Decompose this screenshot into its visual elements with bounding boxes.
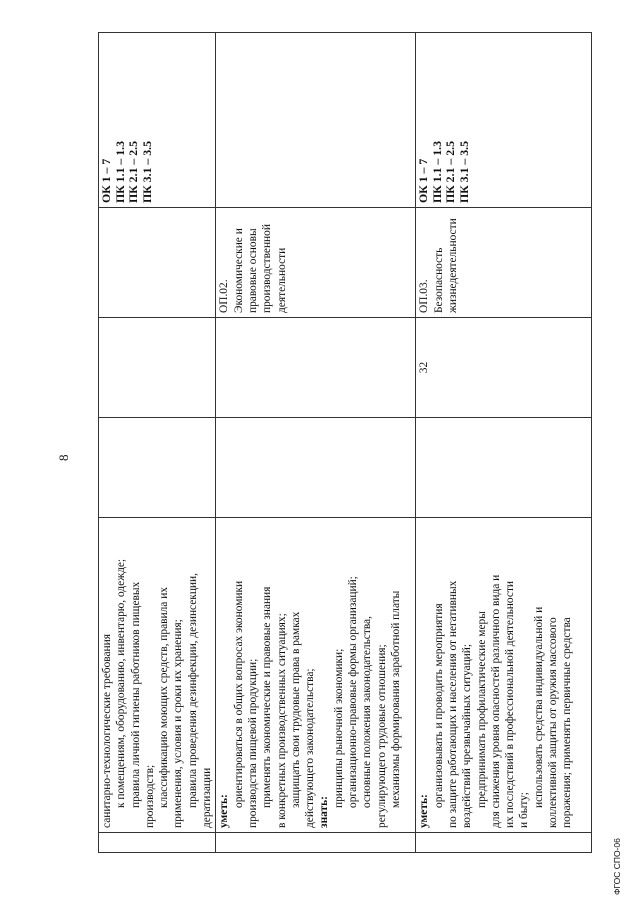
competency-line: ОК 1 – 7 <box>416 158 431 203</box>
competencies-cell <box>99 33 216 208</box>
content-line: защищать свои трудовые права в рамках <box>289 611 302 808</box>
competencies-cell <box>216 33 416 208</box>
competency-line: ПК 1.1 – 1.3 <box>429 141 444 203</box>
competency-line: ПК 3.1 – 3.5 <box>139 141 154 203</box>
content-line: принципы рыночной экономики; <box>332 648 345 808</box>
blank-cell <box>99 418 216 518</box>
content-line: коллективной защиты от оружия массового <box>547 617 560 828</box>
content-line: применять экономические и правовые знания <box>261 586 274 808</box>
content-line: регулирующего трудовые отношения; <box>375 644 388 828</box>
content-line: применения, условия и сроки их хранения; <box>172 619 185 828</box>
hours-cell <box>216 318 416 418</box>
hours-cell <box>99 318 216 418</box>
competency-line: ПК 1.1 – 1.3 <box>112 141 127 203</box>
content-line: классификацию моющих средств, правила их <box>158 586 171 808</box>
discipline-code-cell: ОП.02. Экономические и правовые основы производственной деятельности <box>216 208 416 318</box>
index-cell <box>416 833 592 853</box>
table-row <box>416 33 592 853</box>
content-line: и быту; <box>518 792 531 828</box>
footer-label: ФГОС СПО-06 <box>612 838 622 895</box>
content-line: уметь: <box>418 794 431 828</box>
index-cell <box>99 833 216 853</box>
index-cell <box>216 833 416 853</box>
competencies-cell <box>416 33 592 208</box>
content-line: механизмы формирования заработной платы <box>389 590 402 808</box>
content-line: ориентироваться в общих вопросах экономики <box>232 580 245 808</box>
content-line: уметь: <box>218 794 231 828</box>
content-line: использовать средства индивидуальной и <box>532 606 545 808</box>
content-line: в конкретных производственных ситуациях; <box>275 613 288 828</box>
content-line: действующего законодательства; <box>304 668 317 828</box>
competency-line: ПК 3.1 – 3.5 <box>456 141 471 203</box>
content-line: организационно-правовые формы организаций; <box>347 576 360 808</box>
content-line: к помещениям, оборудованию, инвентарю, одежде; <box>115 558 128 808</box>
content-cell <box>99 518 216 833</box>
content-line: организовывать и проводить мероприятия <box>432 603 445 808</box>
content-line: санитарно-технологические требования <box>101 634 113 828</box>
content-line: правила проведения дезинфекции, дезинсекции, <box>186 573 199 808</box>
competency-line: ОК 1 – 7 <box>99 158 113 203</box>
content-line: производства пищевой продукции; <box>246 658 259 828</box>
competency-line: ПК 2.1 – 2.5 <box>126 141 140 203</box>
content-line: их последствий в профессиональной деятельности <box>504 580 517 828</box>
table-row <box>216 33 416 853</box>
content-line: предпринимать профилактические меры <box>475 611 488 808</box>
table-row <box>99 33 216 853</box>
content-cell <box>416 518 592 833</box>
content-line: по защите работающих и населения от негативных <box>446 580 459 828</box>
content-line: воздействий чрезвычайных ситуаций; <box>461 643 474 828</box>
curriculum-table <box>98 32 592 853</box>
content-line: поражения; применять первичные средства <box>561 617 574 828</box>
content-line: производств; <box>143 764 156 828</box>
content-cell <box>216 518 416 833</box>
competency-line: ПК 2.1 – 2.5 <box>443 141 458 203</box>
blank-cell <box>416 418 592 518</box>
discipline-code-cell: ОП.03. Безопасность жизнедеятельности <box>416 208 592 318</box>
content-line: основные положения законодательства, <box>361 616 374 808</box>
content-line: знать: <box>318 796 331 828</box>
hours-cell: 32 <box>416 318 592 418</box>
page-number: 8 <box>56 454 71 461</box>
content-line: для снижения уровня опасностей различного вида и <box>489 574 502 828</box>
discipline-code-cell <box>99 208 216 318</box>
content-line: дератизации <box>201 767 214 828</box>
blank-cell <box>216 418 416 518</box>
content-line: правила личной гигиены работников пищевых <box>129 581 142 808</box>
